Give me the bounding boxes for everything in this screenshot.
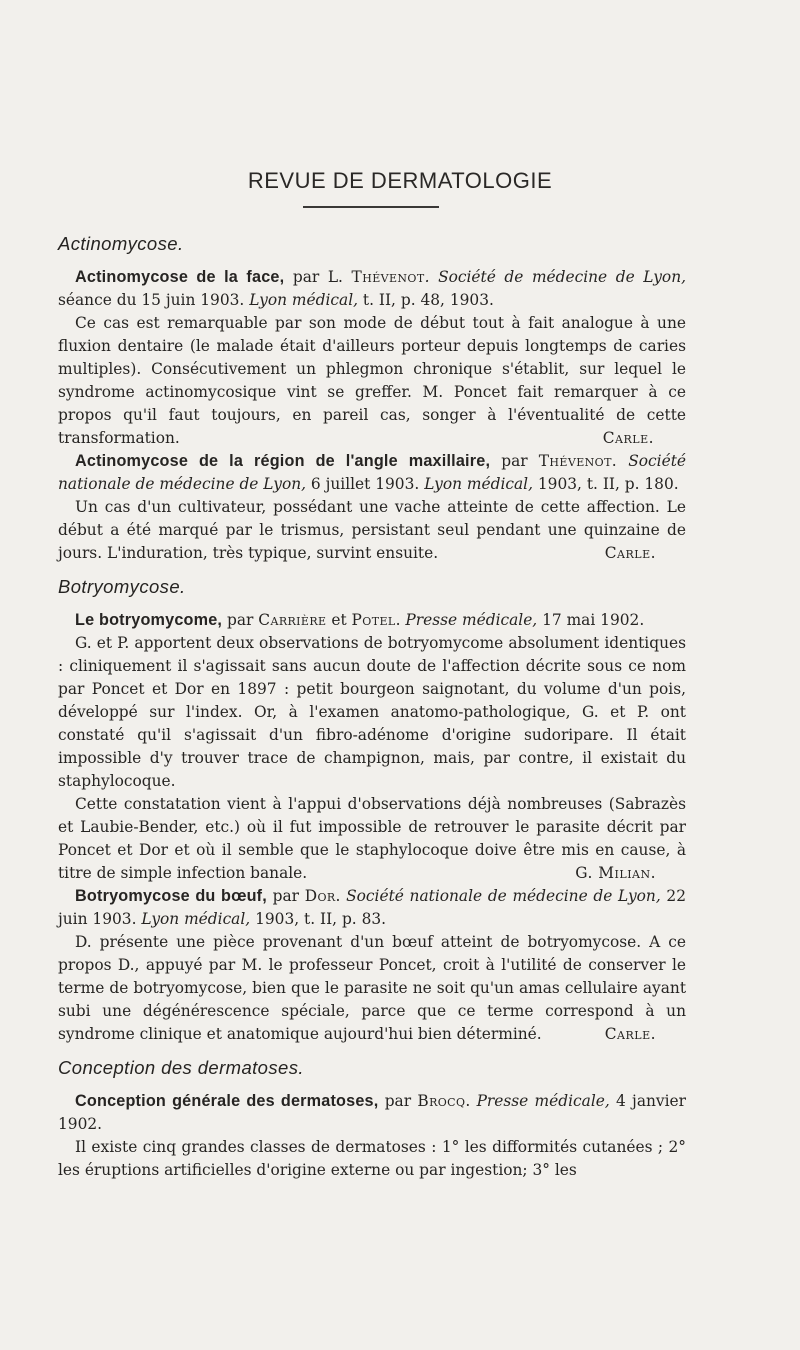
abstract-1-body (58, 312, 686, 450)
abstract-3-title: Le botryomycome, (75, 611, 223, 629)
abstract-3-journal: Presse médicale, (405, 611, 538, 629)
abstract-5-author: Brocq (417, 1092, 466, 1110)
abstract-3-and: et (326, 611, 352, 629)
abstract-5-dot: . (465, 1092, 477, 1110)
abstract-5-ref3: 4 janvier 1902. (58, 1092, 686, 1133)
abstract-2-ref3: 1903, t. II, p. 180. (533, 475, 679, 493)
abstract-4-citation (58, 885, 686, 931)
abstract-1-title: Actinomycose de la face, (75, 268, 285, 286)
abstract-3-citation (58, 609, 686, 632)
abstract-1-text: Ce cas est remarquable par son mode de début tout à fait analogue à une fluxion dentaire (le malade était d'ailleurs porteur depuis longtemps de caries multiples). Consécutivement un phlegmon chronique s'établit, sur lequel le syndrome actinomycosique vint se greffer. M. Poncet fait remarquer à ce propos qu'il faut toujours, en pareil cas, songer à l'éventualité de cette transformation. (58, 314, 686, 447)
abstract-3-by: par (222, 611, 259, 629)
abstract-2-ref: Société nationale de médecine de Lyon, (58, 452, 686, 493)
abstract-4-dot: . (335, 887, 347, 905)
abstract-4-ref2: 22 juin 1903. (58, 887, 686, 928)
abstract-2-ref2: 6 juillet 1903. (306, 475, 425, 493)
abstract-1-ref: . Société de médecine de Lyon, (424, 268, 686, 286)
abstract-1-citation (58, 266, 686, 312)
abstract-2-citation (58, 450, 686, 496)
section-title-botryomycose: Botryomycose. (58, 576, 186, 597)
header-rule (303, 206, 439, 208)
abstract-3-body-2 (58, 793, 686, 885)
article-body (58, 222, 686, 1182)
page-header: REVUE DE DERMATOLOGIE (247, 168, 553, 193)
abstract-2-journal: Lyon médical, (424, 475, 533, 493)
abstract-5-title: Conception générale des dermatoses, (75, 1092, 379, 1110)
abstract-2-title: Actinomycose de la région de l'angle maxillaire, (75, 452, 491, 470)
abstract-5-by: par (378, 1092, 418, 1110)
abstract-3-signature: G. Milian. (575, 864, 656, 882)
abstract-1-journal: Lyon médical, (249, 291, 359, 309)
abstract-4-by: par (266, 887, 305, 905)
abstract-4-text: D. présente une pièce provenant d'un bœuf atteint de botryomycose. A ce propos D., appuyé par M. le professeur Poncet, croit à l'utilité de conserver le terme de botryomycose, bien que le parasite ne soit qu'un amas cellulaire ayant subi une dégénérescence spéciale, parce que ce terme correspond à un syndrome clinique et anatomique aujourd'hui bien déterminé. (58, 933, 686, 1043)
abstract-1-author: Thévenot (351, 268, 425, 286)
abstract-3-text-2: Cette constatation vient à l'appui d'observations déjà nombreuses (Sabrazès et Laubie-Bender, etc.) où il fut impossible de retrouver le parasite décrit par Poncet et Dor et où il semble que le staphylocoque doive être mis en cause, à titre de simple infection banale. (58, 795, 686, 882)
abstract-3-dot: . (395, 611, 406, 629)
abstract-1-by: par L. (284, 268, 352, 286)
abstract-4-body (58, 931, 686, 1046)
abstract-3-ref3: 17 mai 1902. (537, 611, 645, 629)
abstract-4-ref3: 1903, t. II, p. 83. (250, 910, 387, 928)
abstract-5-journal: Presse médicale, (476, 1092, 610, 1110)
abstract-4-ref: Société nationale de médecine de Lyon, (346, 887, 661, 905)
abstract-4-title: Botryomycose du bœuf, (75, 887, 267, 905)
abstract-3-author-2: Potel (351, 611, 396, 629)
abstract-3-author: Carrière (258, 611, 327, 629)
section-title-actinomycose: Actinomycose. (58, 233, 184, 254)
abstract-3-body-1: G. et P. apportent deux observations de botryomycome absolument identiques : cliniquement il s'agissait sans aucun doute de l'affection décrite sous ce nom par Poncet et Dor en 1897 : petit bourgeon saignotant, du volume d'un pois, développé sur l'index. Or, à l'examen anatomo-pathologique, G. et P. ont constaté qu'il s'agissait d'un fibro-adénome d'origine sudoripare. Il était impossible d'y trouver trace de champignon, mais, par contre, il existait du staphylocoque. (58, 634, 686, 790)
abstract-4-journal: Lyon médical, (141, 910, 251, 928)
abstract-5-citation (58, 1090, 686, 1136)
abstract-4-signature: Carle. (604, 1025, 656, 1043)
section-title-conception: Conception des dermatoses. (58, 1057, 304, 1078)
abstract-4-author: Dor (304, 887, 336, 905)
abstract-1-signature: Carle. (602, 429, 654, 447)
abstract-1-ref3: t. II, p. 48, 1903. (358, 291, 494, 309)
abstract-1-ref2: séance du 15 juin 1903. (58, 291, 250, 309)
abstract-2-signature: Carle. (604, 544, 656, 562)
abstract-2-author: Thévenot. (538, 452, 618, 470)
abstract-2-text: Un cas d'un cultivateur, possédant une vache atteinte de cette affection. Le début a été marqué par le trismus, persistant seul pendant une quinzaine de jours. L'induration, très typique, survint ensuite. (58, 498, 686, 562)
abstract-5-body: Il existe cinq grandes classes de dermatoses : 1° les difformités cutanées ; 2° les éruptions artificielles d'origine externe ou par ingestion; 3° les (58, 1138, 686, 1179)
abstract-2-by: par (490, 452, 539, 470)
abstract-2-body (58, 496, 686, 565)
